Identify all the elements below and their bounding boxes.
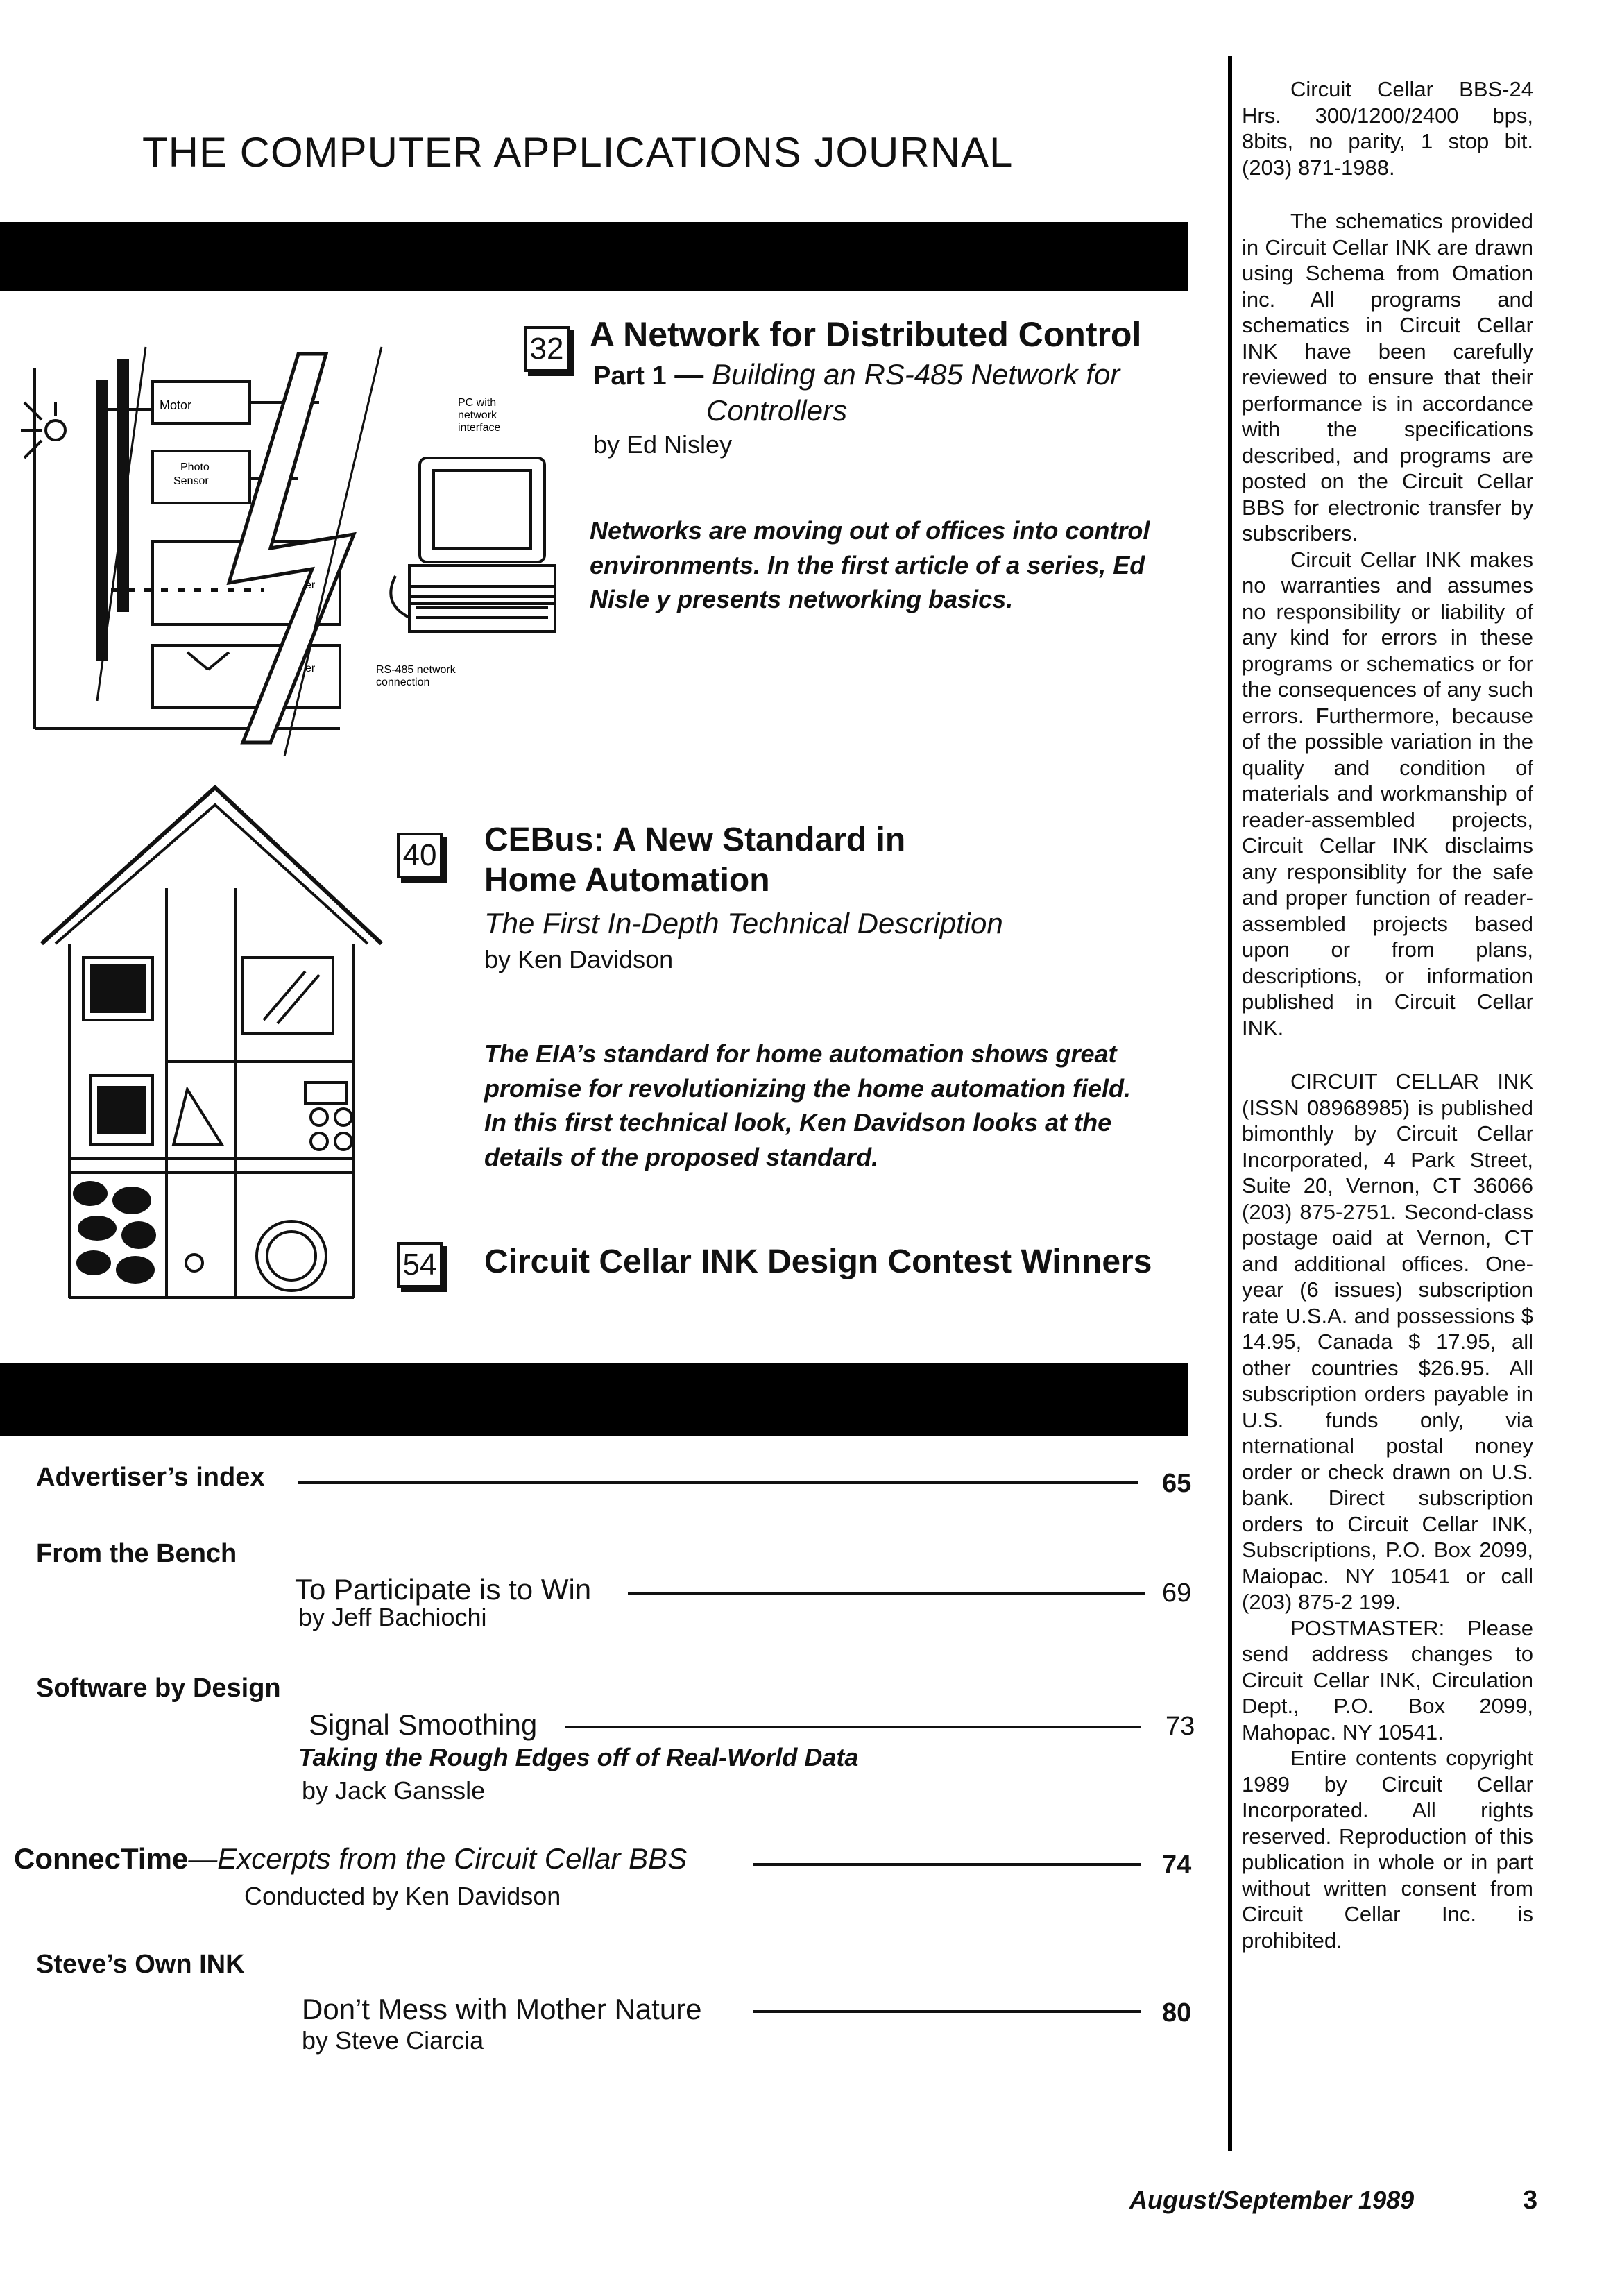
leader-line (298, 1481, 1138, 1484)
top-band (0, 222, 1188, 291)
dept-from-the-bench: From the Bench (36, 1539, 237, 1568)
subtitle-line-1: Building an RS-485 Network for (711, 358, 1120, 391)
rs485-label-1: RS-485 network (376, 664, 456, 676)
motor-label: Motor (160, 398, 192, 412)
article-signal-smoothing[interactable]: Signal Smoothing (309, 1708, 538, 1741)
teaser-line: Nisle y presents networking basics. (590, 585, 1014, 614)
part-label: Part 1 (593, 362, 667, 391)
sidebar-column (1242, 76, 1533, 1953)
pc-label-2: network (458, 409, 497, 421)
teaser-line: promise for revolutionizing the home automation field. (484, 1073, 1132, 1103)
connectime-rest: —Excerpts from the Circuit Cellar BBS (188, 1842, 688, 1875)
feature-subtitle-network (593, 357, 1120, 393)
subtitle-line-2: Controllers (706, 394, 848, 427)
leader-line (753, 2010, 1141, 2013)
title-line: Home Automation (484, 861, 770, 899)
feature-title-cebus[interactable] (484, 820, 905, 900)
byline-jack-ganssle: by Jack Ganssle (302, 1776, 486, 1805)
dept-software-by-design: Software by Design (36, 1674, 281, 1703)
feature-title-contest[interactable]: Circuit Cellar INK Design Contest Winners (484, 1243, 1152, 1280)
page-69: 69 (1162, 1579, 1192, 1608)
pc-label-1: PC with (458, 397, 497, 409)
publisher-info: CIRCUIT CELLAR INK (ISSN 08968985) is published bimonthly by Circuit Cellar Incorporated, 4 Park Street, Suite 20, Vernon, CT 36066 (203) 875-2751. Second-class postage oaid at Vernon, CT and additional offices. One-year (6 issues) subscription rate U.S.A. and possessions $ 14.95, Canada $ 17.95, all other countries $26.95. All subscription orders payable in U.S. funds only, via nternational postal noney order or check drawn on U.S. bank. Direct subscription orders to Circuit Cellar INK, Subscriptions, P.O. Box 2099, Maiopac. NY 10541 or call (203) 875-2 199. (1242, 1069, 1533, 1614)
teaser-line: The EIA’s standard for home automation shows great (484, 1039, 1117, 1068)
dept-connectime[interactable] (14, 1842, 687, 1876)
article-participate[interactable]: To Participate is to Win (295, 1573, 592, 1606)
byline-steve-ciarcia: by Steve Ciarcia (302, 2026, 484, 2055)
photo-sensor-label-2: Sensor (173, 475, 209, 487)
dept-advertisers-index[interactable]: Advertiser’s index (36, 1463, 265, 1492)
title-line: CEBus: A New Standard in (484, 822, 906, 858)
column-divider (1228, 56, 1232, 2151)
leader-line (628, 1592, 1145, 1595)
feature-title-network[interactable]: A Network for Distributed Control (590, 315, 1142, 354)
article-number-54: 54 (397, 1242, 443, 1288)
copyright-notice: Entire contents copyright 1989 by Circuit Cellar Incorporated. All rights reserved. Reproduction of this publication in whole or in part without written consent from Circuit Cellar Inc. is prohibited. (1242, 1746, 1533, 1953)
feature-subtitle-cebus: The First In-Depth Technical Description (484, 907, 1003, 939)
teaser-line: details of the proposed standard. (484, 1143, 879, 1172)
controller-label-fragment-2: er (305, 663, 316, 674)
postmaster-info: POSTMASTER: Please send address changes to Circuit Cellar INK, Circulation Dept., P.O. Box 2099, Mahopac. NY 10541. (1242, 1615, 1533, 1744)
teaser-line: In this first technical look, Ken Davidson looks at the (484, 1108, 1112, 1137)
page-number: 3 (1523, 2186, 1538, 2215)
network-diagram-illustration (21, 340, 562, 756)
photo-sensor-label-1: Photo (180, 461, 210, 473)
teaser-cebus (484, 1037, 1206, 1175)
teaser-line: environments. In the first article of a series, Ed (590, 550, 1145, 579)
page-80: 80 (1162, 1998, 1192, 2027)
teaser-network (590, 513, 1200, 617)
page-65: 65 (1162, 1469, 1192, 1498)
journal-masthead: THE COMPUTER APPLICATIONS JOURNAL (142, 129, 1014, 176)
issue-date: August/September 1989 (1129, 2186, 1415, 2214)
leader-line (753, 1863, 1141, 1866)
page-74: 74 (1162, 1851, 1192, 1880)
pc-label-3: interface (458, 422, 501, 434)
article-number-32: 32 (524, 326, 570, 372)
house-illustration (28, 784, 389, 1311)
byline-ken-davidson: by Ken Davidson (484, 945, 674, 973)
leader-line (565, 1726, 1141, 1728)
bbs-info: Circuit Cellar BBS-24 Hrs. 300/1200/2400 bps, 8bits, no parity, 1 stop bit. (203) 871-1988. (1242, 77, 1533, 180)
schematics-notice: The schematics provided in Circuit Cellar INK are drawn using Schema from Omation inc. All programs and schematics in Circuit Cellar INK have been carefully reviewed to ensure that their performance is in accordance with the specifications described, and programs are posted on the Circuit Cellar BBS for electronic transfer by subscribers. (1242, 209, 1533, 545)
dept-steves-own-ink: Steve’s Own INK (36, 1950, 245, 1979)
byline-jeff-bachiochi: by Jeff Bachiochi (298, 1603, 487, 1631)
controller-label-fragment-1: er (305, 579, 316, 591)
subtitle-rough-edges: Taking the Rough Edges off of Real-World Data (298, 1743, 859, 1771)
teaser-line: Networks are moving out of offices into control (590, 516, 1150, 545)
article-mother-nature[interactable]: Don’t Mess with Mother Nature (302, 1993, 702, 2025)
warranty-notice: Circuit Cellar INK makes no warranties and assumes no responsibility or liability of any kind for errors in these programs or schematics or for the consequences of any such errors. Furthermore, because of the possible variation in the quality and condition of materials and workmanship of reader-assembled projects, Circuit Cellar INK disclaims any responsiblity for the safe and proper function of reader-assembled projects based upon or from plans, descriptions, or information published in Circuit Cellar INK. (1242, 547, 1533, 1040)
byline-conducted-ken-davidson: Conducted by Ken Davidson (244, 1882, 561, 1910)
rs485-label-2: connection (376, 677, 430, 688)
departments-band (0, 1363, 1188, 1436)
article-number-40: 40 (397, 833, 443, 878)
connectime-label: ConnecTime (14, 1842, 189, 1875)
byline-ed-nisley: by Ed Nisley (593, 430, 733, 459)
page-73: 73 (1166, 1712, 1195, 1741)
part-dash: — (674, 358, 704, 391)
